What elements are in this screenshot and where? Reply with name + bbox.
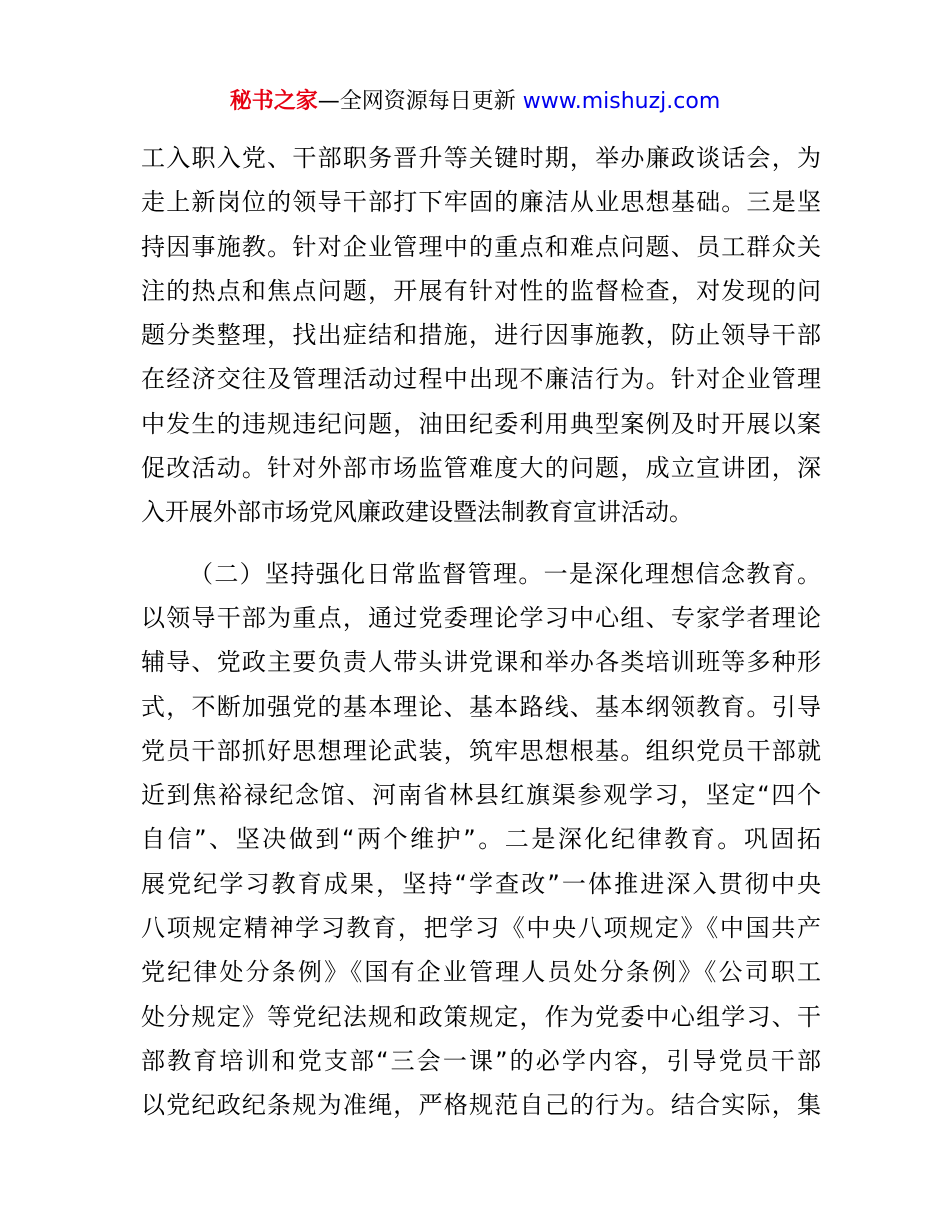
text-line: 辅导、党政主要负责人带头讲党课和举办各类培训班等多种形 (141, 648, 821, 677)
text-line: 八项规定精神学习教育，把学习《中央八项规定》《中国共产 (141, 914, 821, 943)
text-line: 题分类整理，找出症结和措施，进行因事施教，防止领导干部 (141, 321, 821, 350)
text-line: 走上新岗位的领导干部打下牢固的廉洁从业思想基础。三是坚 (141, 188, 821, 217)
text-line: 近到焦裕禄纪念馆、河南省林县红旗渠参观学习，坚定“四个 (141, 781, 821, 810)
text-line: 促改活动。针对外部市场监管难度大的问题，成立宣讲团，深 (141, 454, 821, 483)
text-line: 展党纪学习教育成果，坚持“学查改”一体推进深入贯彻中央 (141, 869, 821, 898)
site-tagline: —全网资源每日更新 (317, 89, 523, 114)
text-line: 工入职入党、干部职务晋升等关键时期，举办廉政谈话会，为 (141, 144, 821, 172)
text-line: 在经济交往及管理活动过程中出现不廉洁行为。针对企业管理 (141, 365, 821, 394)
text-line: 处分规定》等党纪法规和政策规定，作为党委中心组学习、干 (141, 1002, 821, 1031)
page-header (0, 86, 950, 118)
text-line: 式，不断加强党的基本理论、基本路线、基本纲领教育。引导 (141, 692, 821, 721)
paragraph-gap (141, 535, 821, 552)
text-line: 以党纪政纪条规为准绳，严格规范自己的行为。结合实际，集 (141, 1091, 821, 1120)
text-line: 中发生的违规违纪问题，油田纪委利用典型案例及时开展以案 (141, 409, 821, 438)
text-line: 持因事施教。针对企业管理中的重点和难点问题、员工群众关 (141, 232, 821, 261)
paragraph-2 (141, 552, 821, 1128)
paragraph-1 (141, 136, 821, 535)
text-line: （二）坚持强化日常监督管理。一是深化理想信念教育。 (189, 559, 821, 588)
text-line: 入开展外部市场党风廉政建设暨法制教育宣讲活动。 (141, 498, 693, 527)
text-line: 自信”、坚决做到“两个维护”。二是深化纪律教育。巩固拓 (141, 825, 821, 854)
site-url-link[interactable]: www.mishuzj.com (522, 89, 721, 114)
text-line: 党员干部抓好思想理论武装，筑牢思想根基。组织党员干部就 (141, 736, 821, 765)
text-line: 以领导干部为重点，通过党委理论学习中心组、专家学者理论 (141, 603, 821, 632)
document-body (141, 136, 821, 1128)
text-line: 党纪律处分条例》《国有企业管理人员处分条例》《公司职工 (141, 958, 821, 987)
text-line: 注的热点和焦点问题，开展有针对性的监督检查，对发现的问 (141, 276, 821, 305)
text-line: 部教育培训和党支部“三会一课”的必学内容，引导党员干部 (141, 1046, 821, 1075)
site-brand: 秘书之家 (229, 89, 318, 114)
